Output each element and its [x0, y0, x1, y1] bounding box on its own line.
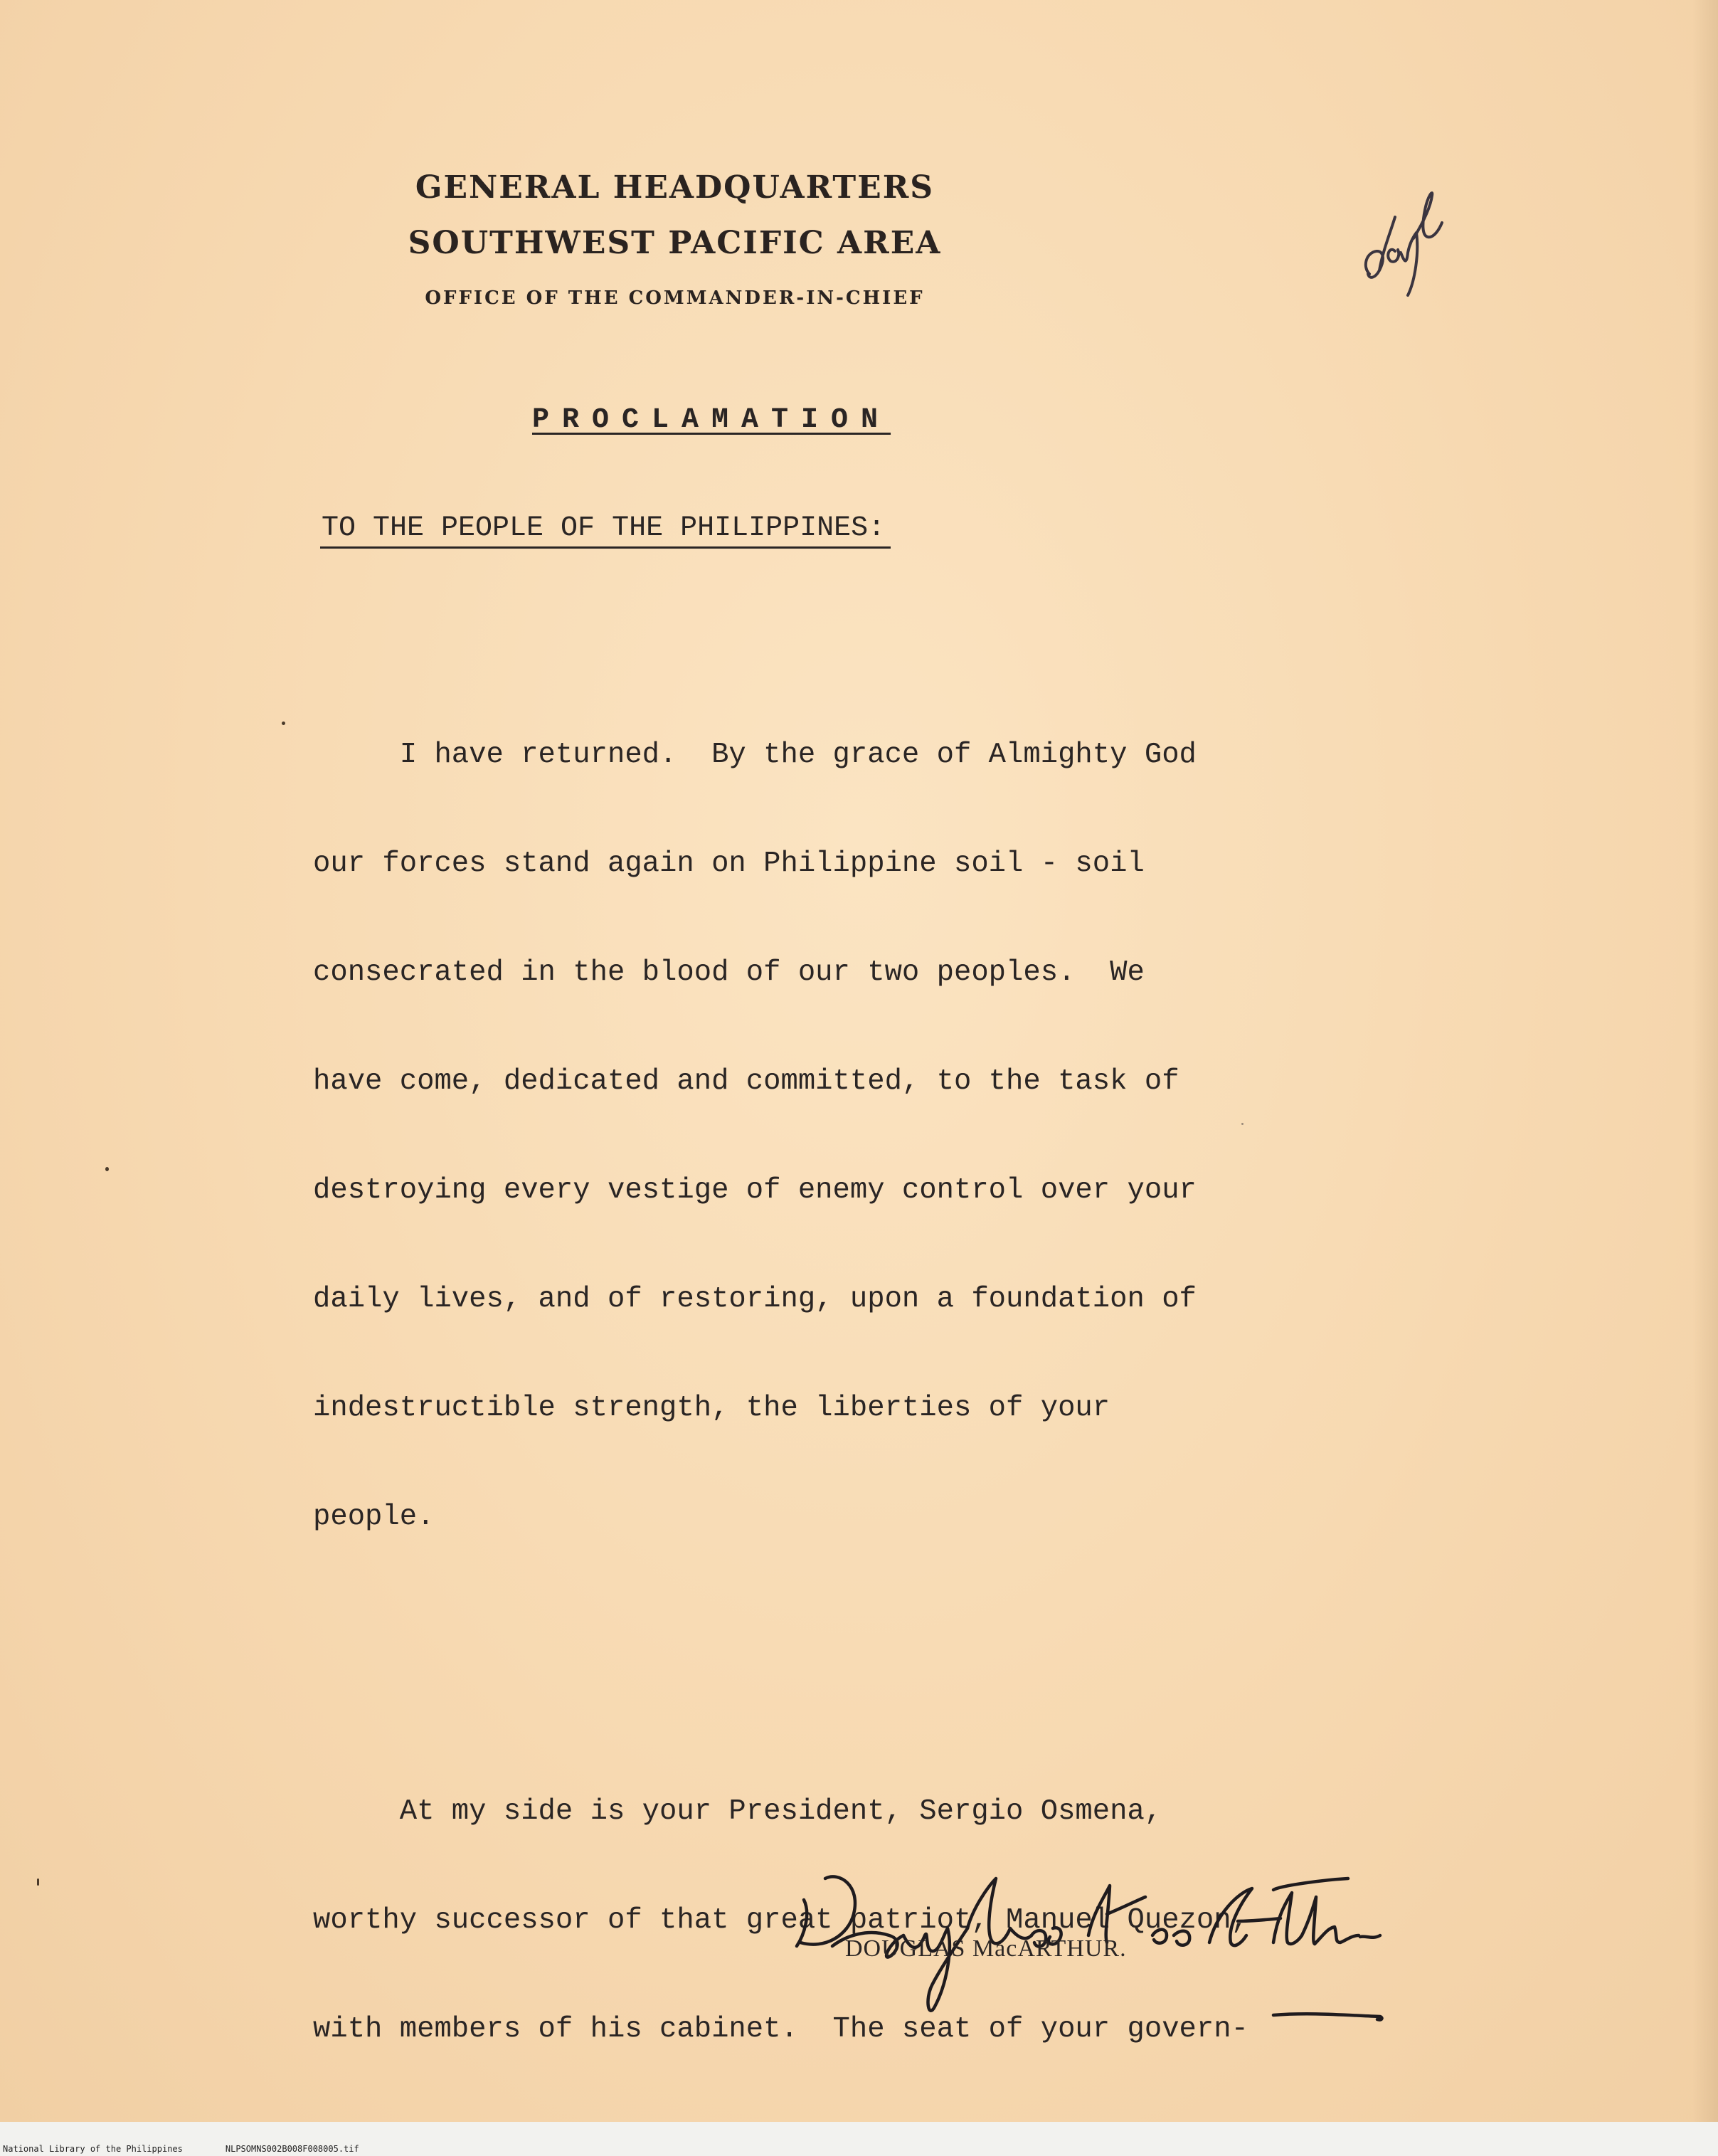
footer-library: National Library of the Philippines [3, 2144, 183, 2154]
text-line: daily lives, and of restoring, upon a foundation of [313, 1283, 1197, 1316]
footer-filename: NLPSOMNS002B008F008005.tif [225, 2144, 359, 2154]
text-line: destroying every vestige of enemy control over your [313, 1174, 1197, 1207]
text-line: I have returned. By the grace of Almighty God [313, 739, 1197, 771]
salutation-underline [320, 546, 891, 549]
document-title: PROCLAMATION [532, 404, 891, 436]
letterhead-line-3: OFFICE OF THE COMMANDER-IN-CHIEF [425, 287, 925, 309]
paper-speck [105, 1167, 109, 1171]
text-line [313, 2120, 1330, 2122]
text-line: people. [313, 1501, 435, 1533]
text-line: our forces stand again on Philippine soil - soil [313, 847, 1145, 880]
paragraph-1 [313, 665, 1330, 1608]
paper-speck [282, 722, 285, 725]
handwritten-initials [1348, 167, 1455, 310]
salutation: TO THE PEOPLE OF THE PHILIPPINES: [322, 512, 886, 544]
text-line: have come, dedicated and committed, to the task of [313, 1065, 1179, 1098]
text-line: consecrated in the blood of our two peoples. We [313, 956, 1145, 989]
paper-speck [37, 1878, 39, 1886]
handwritten-signature [783, 1829, 1423, 2028]
letterhead-line-1: GENERAL HEADQUARTERS [415, 169, 935, 206]
text-line: with members of his cabinet. The seat of your govern- [313, 2013, 1248, 2046]
text-line: indestructible strength, the liberties of your [313, 1392, 1110, 1425]
text-line: worthy successor of that great patriot, Manuel Quezon, [313, 1904, 1248, 1937]
letterhead-line-2: SOUTHWEST PACIFIC AREA [408, 225, 942, 261]
scan-footer [3, 2144, 402, 2154]
typed-signature-name: DOUGLAS MacARTHUR. [845, 1935, 1127, 1962]
text-line: At my side is your President, Sergio Osmena, [313, 1795, 1162, 1828]
